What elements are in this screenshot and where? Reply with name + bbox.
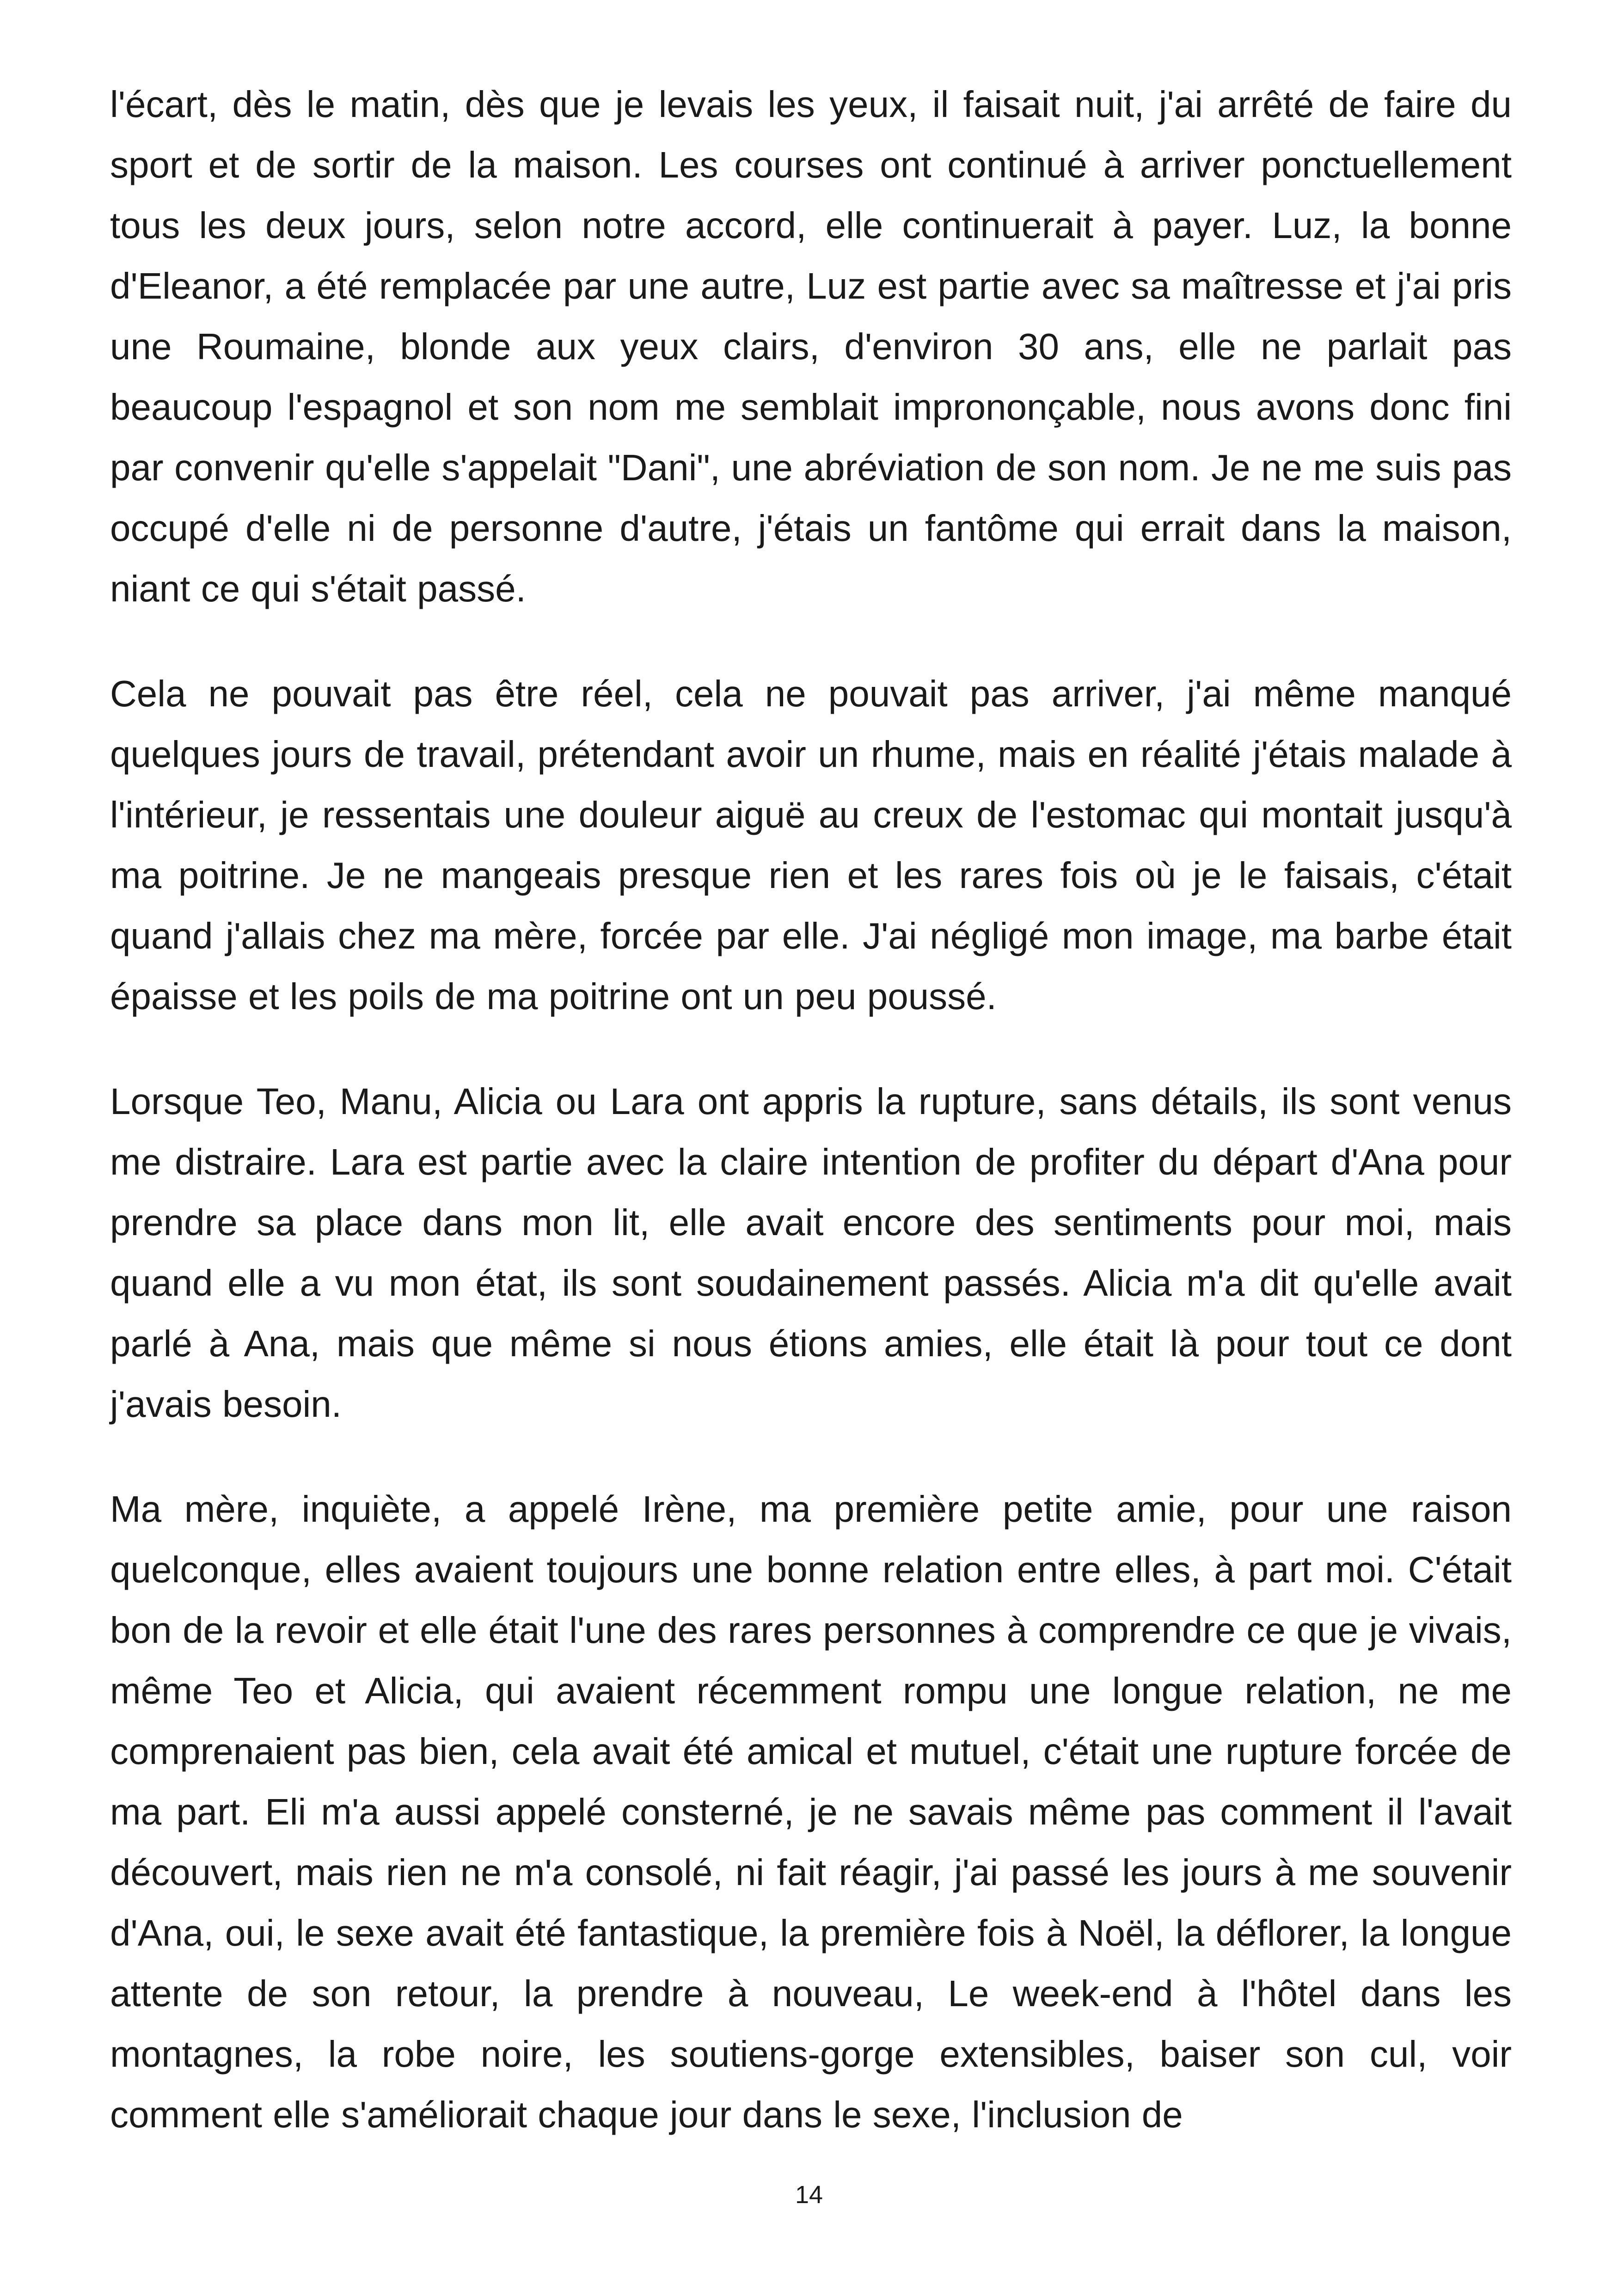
paragraph-3: Lorsque Teo, Manu, Alicia ou Lara ont appris la rupture, sans détails, ils sont venus me distraire. Lara est partie avec la claire intention de profiter du départ d'Ana pour prendre sa place dans mon lit, elle avait encore des sentiments pour moi, mais quand elle a vu mon état, ils sont soudainement passés. Alicia m'a dit qu'elle avait parlé à Ana, mais que même si nous étions amies, elle était là pour tout ce dont j'avais besoin. [110,1081,1512,1425]
page-number: 14 [795,2181,823,2209]
paragraph-1: l'écart, dès le matin, dès que je levais les yeux, il faisait nuit, j'ai arrêté de faire du sport et de sortir de la maison. Les courses ont continué à arriver ponctuellement tous les deux jours, selon notre accord, elle continuerait à payer. Luz, la bonne d'Eleanor, a été remplacée par une autre, Luz est partie avec sa maîtresse et j'ai pris une Roumaine, blonde aux yeux clairs, d'environ 30 ans, elle ne parlait pas beaucoup l'espagnol et son nom me semblait imprononçable, nous avons donc fini par convenir qu'elle s'appelait "Dani", une abréviation de son nom. Je ne me suis pas occupé d'elle ni de personne d'autre, j'étais un fantôme qui errait dans la maison, niant ce qui s'était passé. [110,84,1512,609]
paragraph-4: Ma mère, inquiète, a appelé Irène, ma première petite amie, pour une raison quelconque, elles avaient toujours une bonne relation entre elles, à part moi. C'était bon de la revoir et elle était l'une des rares personnes à comprendre ce que je vivais, même Teo et Alicia, qui avaient récemment rompu une longue relation, ne me comprenaient pas bien, cela avait été amical et mutuel, c'était une rupture forcée de ma part. Eli m'a aussi appelé consterné, je ne savais même pas comment il l'avait découvert, mais rien ne m'a consolé, ni fait réagir, j'ai passé les jours à me souvenir d'Ana, oui, le sexe avait été fantastique, la première fois à Noël, la déflorer, la longue attente de son retour, la prendre à nouveau, Le week-end à l'hôtel dans les montagnes, la robe noire, les soutiens-gorge extensibles, baiser son cul, voir comment elle s'améliorait chaque jour dans le sexe, l'inclusion de [110,1488,1512,2135]
page-body [110,74,1512,2189]
paragraph-2: Cela ne pouvait pas être réel, cela ne pouvait pas arriver, j'ai même manqué quelques jours de travail, prétendant avoir un rhume, mais en réalité j'étais malade à l'intérieur, je ressentais une douleur aiguë au creux de l'estomac qui montait jusqu'à ma poitrine. Je ne mangeais presque rien et les rares fois où je le faisais, c'était quand j'allais chez ma mère, forcée par elle. J'ai négligé mon image, ma barbe était épaisse et les poils de ma poitrine ont un peu poussé. [110,673,1512,1017]
